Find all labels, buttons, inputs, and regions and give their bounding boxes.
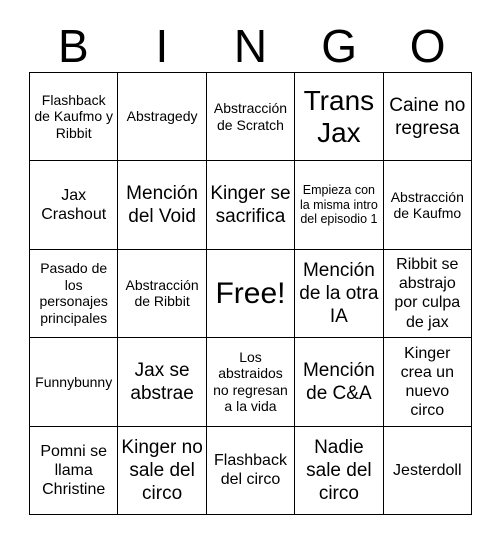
bingo-cell-text: Mención de la otra IA [299, 259, 379, 328]
bingo-cell-text: Flashback del circo [214, 452, 287, 489]
bingo-cell[interactable] [30, 161, 118, 249]
bingo-cell-text: Los abstraidos no regresan a la vida [213, 348, 288, 415]
bingo-cell[interactable] [384, 338, 472, 426]
bingo-cell-text: Kinger crea un nuevo circo [400, 344, 454, 420]
bingo-cell-text: Pomni se llama Christine [40, 442, 108, 498]
bingo-cell[interactable] [384, 427, 472, 515]
bingo-cell[interactable] [30, 73, 118, 161]
bingo-cell-text: Abstracción de Scratch [213, 100, 288, 133]
bingo-cell-text: Ribbit se abstrajo por culpa de jax [394, 256, 461, 331]
bingo-cell[interactable] [30, 338, 118, 426]
bingo-grid [29, 72, 472, 515]
bingo-cell[interactable] [295, 161, 383, 249]
bingo-cell[interactable] [295, 250, 383, 338]
header-letter-g: G [321, 20, 357, 72]
bingo-cell-text: Funnybunny [35, 373, 113, 390]
bingo-cell-text: Kinger no sale del circo [121, 436, 203, 504]
bingo-cell-text: Jax Crashout [41, 186, 107, 224]
bingo-cell[interactable] [207, 73, 295, 161]
bingo-cell[interactable] [207, 427, 295, 515]
bingo-cell-text: Abstracción de Ribbit [125, 276, 199, 310]
bingo-cell[interactable] [30, 427, 118, 515]
bingo-cell-text: Jesterdoll [393, 461, 462, 479]
bingo-cell[interactable] [295, 338, 383, 426]
bingo-cell[interactable] [118, 250, 206, 338]
bingo-cell-text: Abstracción de Kaufmo [390, 188, 464, 222]
bingo-cell-text: Flashback de Kaufmo y Ribbit [34, 91, 113, 141]
bingo-cell[interactable] [118, 73, 206, 161]
bingo-cell[interactable] [384, 250, 472, 338]
bingo-cell-text: Pasado de los personajes principales [39, 260, 108, 326]
bingo-cell-text: Mención de C&A [302, 359, 375, 404]
bingo-cell[interactable] [118, 427, 206, 515]
bingo-cell[interactable] [207, 338, 295, 426]
header-letter-o: O [409, 20, 446, 72]
bingo-cell-text: Abstragedy [126, 108, 198, 125]
bingo-cell-text: Free! [215, 276, 286, 310]
bingo-cell[interactable] [384, 161, 472, 249]
bingo-cell-text: Mención del Void [126, 182, 198, 228]
bingo-cell[interactable] [384, 73, 472, 161]
bingo-cell[interactable] [295, 427, 383, 515]
bingo-cell[interactable] [118, 161, 206, 249]
bingo-cell-text: Jax se abstrae [130, 359, 194, 404]
bingo-header [29, 20, 472, 72]
bingo-cell[interactable] [207, 161, 295, 249]
bingo-cell[interactable] [30, 250, 118, 338]
bingo-cell-text: Nadie sale del circo [306, 436, 372, 504]
bingo-cell-text: Caine no regresa [389, 94, 466, 139]
header-letter-i: I [155, 20, 169, 72]
bingo-cell-text: Empieza con la misma intro del episodio 1 [299, 182, 378, 227]
bingo-cell-text: Kinger se sacrifica [210, 182, 291, 228]
bingo-cell-text: Trans Jax [303, 84, 375, 148]
header-letter-b: B [57, 20, 89, 72]
header-letter-n: N [233, 20, 268, 72]
bingo-cell[interactable] [295, 73, 383, 161]
bingo-cell[interactable] [118, 338, 206, 426]
free-space-cell[interactable] [207, 250, 295, 338]
